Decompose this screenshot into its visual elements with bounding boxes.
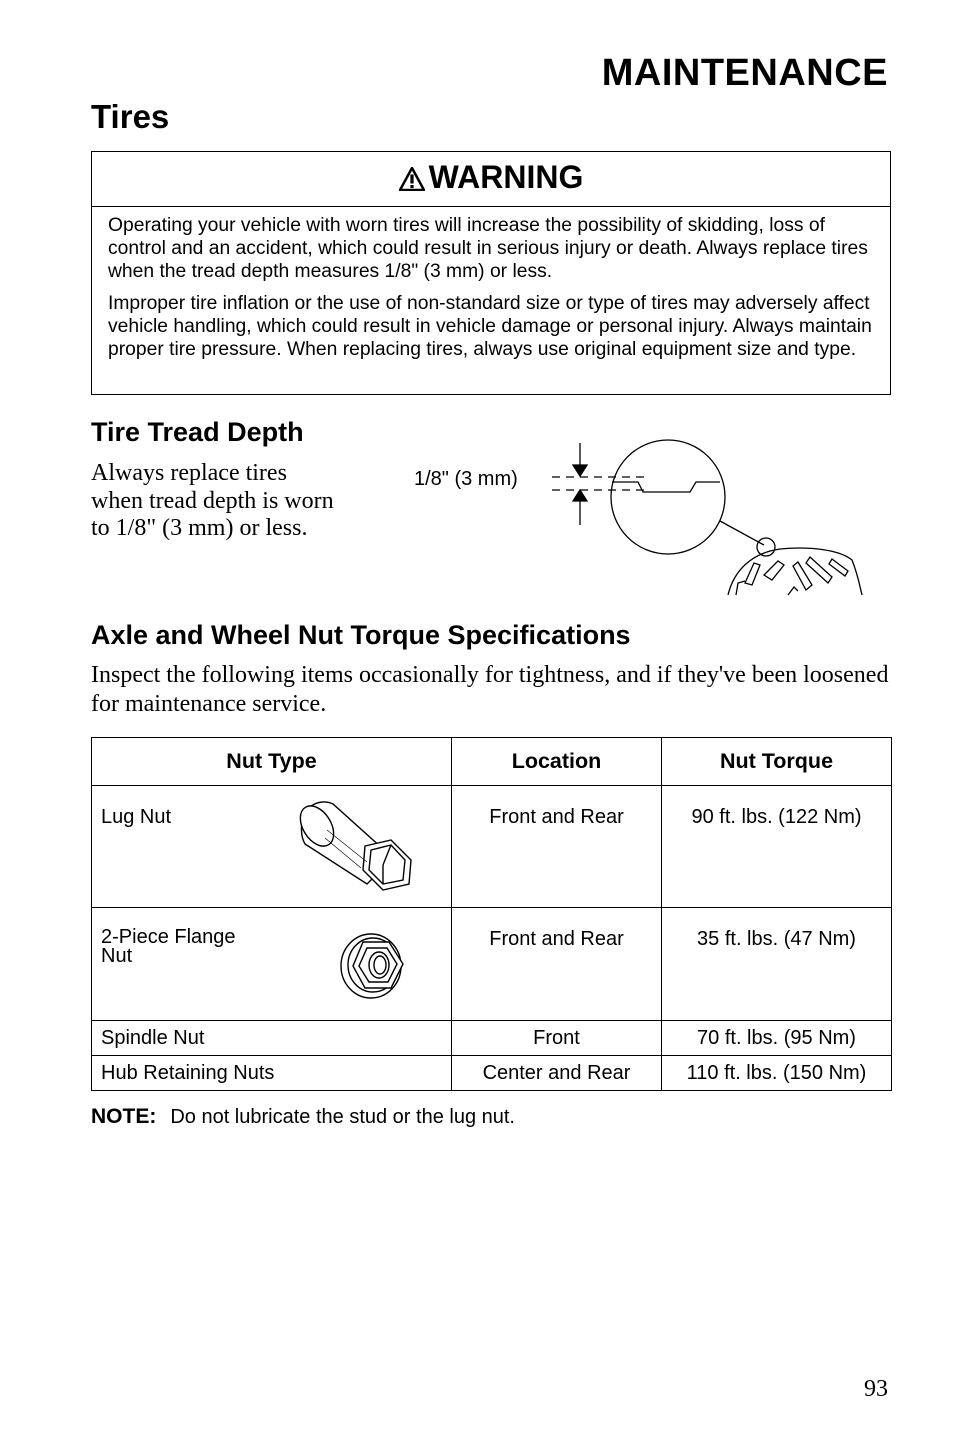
warning-box (91, 151, 891, 395)
tread-depth-diagram (540, 435, 870, 597)
warning-paragraph-2: Improper tire inflation or the use of non-standard size or type of tires may adversely affect vehicle handling, which could result in vehicle damage or personal injury. Always maintain proper tire pressure. When replacing tires, always use original equipment size and type. (108, 293, 872, 360)
location-cell: Front and Rear (452, 908, 662, 1021)
tread-depth-figure-label: 1/8" (3 mm) (414, 468, 518, 490)
warning-heading-text: WARNING (428, 159, 584, 195)
table-row (92, 1021, 892, 1056)
table-row (92, 1056, 892, 1091)
torque-table (91, 737, 892, 1091)
page-title: Tires (91, 98, 170, 135)
column-header-location: Location (452, 738, 662, 786)
section-title: MAINTENANCE (601, 52, 888, 94)
torque-cell: 90 ft. lbs. (122 Nm) (662, 786, 892, 908)
torque-spec-intro: Inspect the following items occasionally for tightness, and if they've been loosened for maintenance service. (91, 662, 889, 717)
torque-cell: 110 ft. lbs. (150 Nm) (662, 1056, 892, 1091)
location-cell: Front (452, 1021, 662, 1056)
tread-depth-text: Always replace tires when tread depth is worn to 1/8" (3 mm) or less. (91, 460, 334, 541)
flange-nut-icon (337, 930, 409, 1000)
nut-type-text: Lug Nut (101, 806, 172, 828)
nut-type-text-line1: 2-Piece Flange (101, 926, 236, 948)
nut-type-cell: Spindle Nut (92, 1021, 452, 1056)
warning-triangle-icon (399, 167, 425, 191)
nut-type-cell (92, 908, 452, 1021)
nut-type-cell (92, 786, 452, 908)
column-header-nut-type: Nut Type (92, 738, 452, 786)
warning-heading (92, 152, 890, 207)
tread-depth-heading: Tire Tread Depth (91, 417, 304, 447)
lug-nut-icon (297, 800, 417, 896)
column-header-nut-torque: Nut Torque (662, 738, 892, 786)
table-row (92, 908, 892, 1021)
torque-cell: 35 ft. lbs. (47 Nm) (662, 908, 892, 1021)
location-cell: Front and Rear (452, 786, 662, 908)
nut-type-cell: Hub Retaining Nuts (92, 1056, 452, 1091)
location-cell: Center and Rear (452, 1056, 662, 1091)
torque-cell: 70 ft. lbs. (95 Nm) (662, 1021, 892, 1056)
note (91, 1105, 515, 1129)
table-header-row (92, 738, 892, 786)
page-number: 93 (864, 1376, 888, 1402)
torque-spec-heading: Axle and Wheel Nut Torque Specifications (91, 620, 631, 650)
table-row (92, 786, 892, 908)
warning-paragraph-1: Operating your vehicle with worn tires will increase the possibility of skidding, loss of control and an accident, which could result in serious injury or death. Always replace tires when the tread depth measures 1/8" (3 mm) or less. (108, 215, 868, 282)
note-label: NOTE: (91, 1105, 157, 1128)
nut-type-text-line2: Nut (101, 945, 133, 967)
note-text: Do not lubricate the stud or the lug nut. (170, 1106, 515, 1128)
